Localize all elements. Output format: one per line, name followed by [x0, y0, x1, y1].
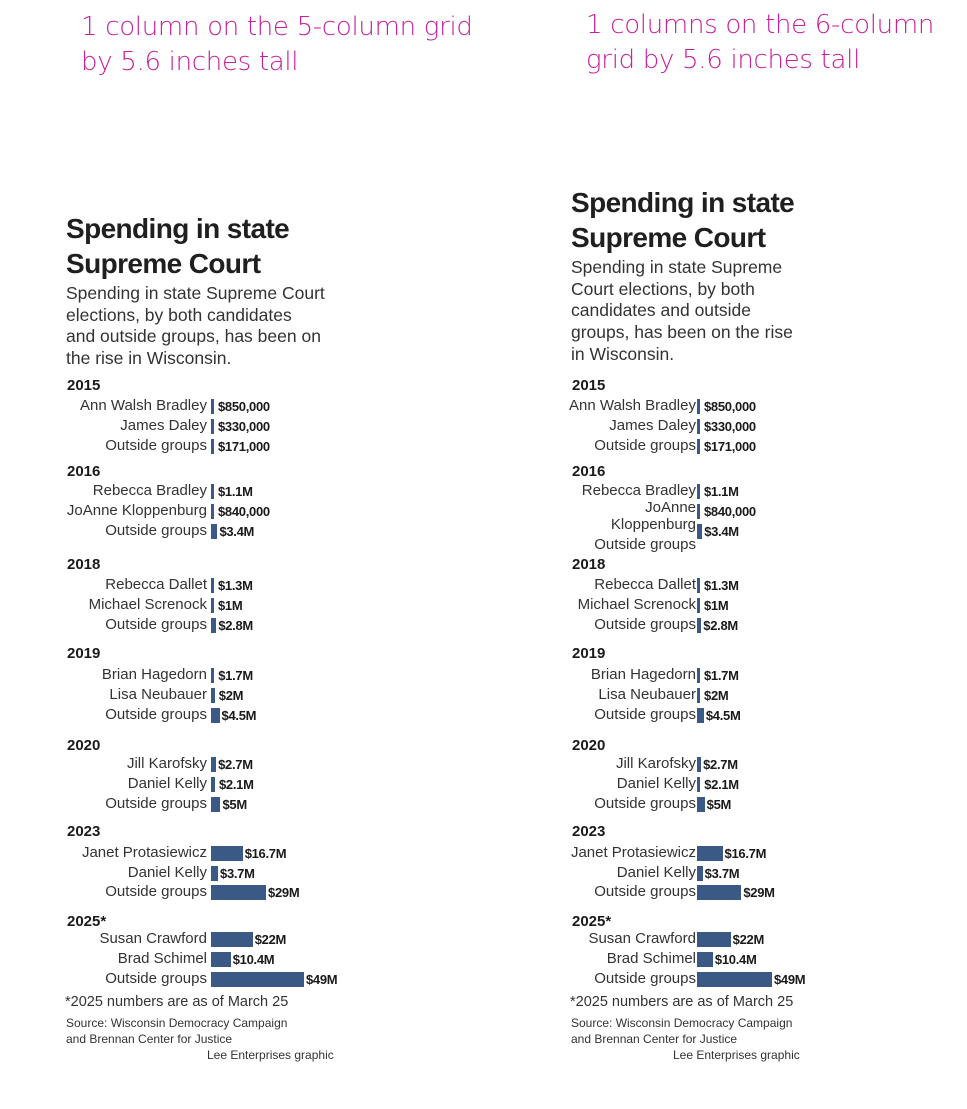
bar	[697, 484, 700, 499]
bar	[697, 688, 700, 703]
year-heading: 2019	[572, 645, 606, 662]
bar-value-label: $5M	[706, 797, 732, 812]
chart-subtitle-line: groups, has been on the rise	[571, 322, 793, 343]
bar	[697, 797, 705, 812]
layout-note-line: by 5.6 inches tall	[81, 47, 299, 77]
bar-value-label: $49M	[774, 972, 806, 987]
chart-subtitle-line: in Wisconsin.	[571, 343, 675, 364]
bar	[211, 578, 214, 593]
chart-subtitle	[571, 257, 793, 366]
bar-value-label: $1M	[218, 598, 243, 613]
bar	[211, 618, 216, 633]
layout-note	[586, 8, 934, 78]
bar-value-label: $2.7M	[703, 757, 738, 772]
bar	[697, 777, 700, 792]
bar-label: Ann Walsh Bradley	[79, 397, 207, 414]
layout-note-line: 1 columns on the 6-column	[586, 10, 935, 40]
bar-value-label: $2M	[704, 688, 729, 703]
chart-subtitle-line: Spending in state Supreme	[571, 257, 783, 277]
bar-label: Outside groups	[594, 437, 696, 454]
bar-value-label: $2M	[218, 688, 244, 703]
bar-label: Daniel Kelly	[127, 775, 207, 792]
bar-label: Jill Karofsky	[126, 755, 207, 772]
bar-label: Daniel Kelly	[127, 864, 207, 881]
credit: Lee Enterprises graphic	[673, 1048, 800, 1062]
year-heading: 2020	[67, 737, 101, 754]
bar	[211, 688, 215, 703]
bar-value-label: $16.7M	[724, 846, 767, 861]
bar-value-label: $850,000	[704, 399, 756, 414]
bar-label: Lisa Neubauer	[109, 686, 207, 703]
year-heading: 2023	[572, 823, 606, 840]
bar-value-label: $1M	[704, 598, 729, 613]
bar-value-label: $10.4M	[232, 952, 275, 967]
bar-label: Kloppenburg	[610, 516, 696, 533]
chart-subtitle-line: candidates and outside	[571, 300, 751, 321]
bar-value-label: $16.7M	[244, 846, 287, 861]
bar-value-label: $330,000	[704, 419, 756, 434]
bar-label: Ann Walsh Bradley	[568, 397, 696, 414]
bar	[697, 504, 700, 519]
layout-note	[81, 10, 473, 80]
bar-value-label: $2.1M	[218, 777, 254, 792]
chart-title	[66, 211, 289, 281]
year-heading: 2016	[67, 463, 101, 480]
bar-value-label: $10.4M	[714, 952, 757, 967]
bar-value-label: $1.7M	[218, 668, 253, 683]
bar	[211, 504, 214, 519]
bar	[211, 797, 220, 812]
bar-label: Rebecca Dallet	[594, 576, 696, 593]
bar-label: Outside groups	[105, 616, 207, 633]
bar-label: Michael Screnock	[577, 596, 696, 613]
bar-value-label: $3.4M	[219, 524, 255, 539]
bar-value-label: $2.8M	[218, 618, 253, 633]
bar-label: Michael Screnock	[88, 596, 207, 613]
bar-label: Outside groups	[594, 795, 696, 812]
bar	[211, 932, 253, 947]
year-heading: 2025*	[572, 913, 612, 930]
bar-value-label: $4.5M	[221, 708, 257, 723]
year-heading: 2015	[572, 377, 606, 394]
bar	[211, 885, 266, 900]
bar-label: Susan Crawford	[588, 930, 696, 947]
bar-value-label: $3.7M	[220, 866, 255, 881]
bar	[211, 484, 214, 499]
bar-value-label: $4.5M	[705, 708, 741, 723]
bar	[697, 757, 701, 772]
footnote: *2025 numbers are as of March 25	[570, 994, 794, 1010]
bar	[697, 439, 700, 454]
bar	[211, 419, 214, 434]
bar-value-label: $330,000	[218, 419, 270, 434]
bar-label: Outside groups	[594, 883, 696, 900]
year-heading: 2018	[67, 556, 101, 573]
bar	[697, 598, 700, 613]
bar-value-label: $1.7M	[704, 668, 739, 683]
chart-subtitle	[66, 283, 325, 370]
bar-value-label: $29M	[743, 885, 775, 900]
bar-label: JoAnne Kloppenburg	[66, 502, 207, 519]
bar	[211, 846, 243, 861]
bar-value-label: $29M	[268, 885, 300, 900]
bar-label: Brad Schimel	[117, 950, 207, 967]
bar	[211, 866, 218, 881]
bar-value-label: $1.1M	[704, 484, 739, 499]
bar	[697, 524, 702, 539]
bar	[697, 885, 741, 900]
chart-title-line: Spending in state	[66, 213, 290, 244]
bar	[211, 777, 215, 792]
bar-label: Brian Hagedorn	[590, 666, 696, 683]
bar-label: Daniel Kelly	[616, 775, 696, 792]
bar-label: Outside groups	[105, 795, 207, 812]
bar	[211, 708, 220, 723]
bar	[697, 932, 731, 947]
bar	[211, 972, 304, 987]
bar	[211, 668, 214, 683]
year-heading: 2019	[67, 645, 101, 662]
bar-label: Daniel Kelly	[616, 864, 696, 881]
source	[571, 1015, 792, 1047]
bar	[211, 524, 217, 539]
bar	[697, 866, 703, 881]
year-heading: 2023	[67, 823, 101, 840]
bar-value-label: $171,000	[218, 439, 270, 454]
bar-label: JoAnne	[645, 499, 696, 516]
bar-label: Outside groups	[105, 970, 207, 987]
chart-subtitle-line: Court elections, by both	[571, 278, 755, 299]
bar	[697, 952, 713, 967]
bar-value-label: $3.4M	[704, 524, 739, 539]
bar	[697, 419, 700, 434]
year-heading: 2018	[572, 556, 606, 573]
chart-title	[571, 185, 794, 255]
bar	[211, 439, 214, 454]
bar	[697, 578, 700, 593]
year-heading: 2020	[572, 737, 606, 754]
bar-value-label: $2.8M	[703, 618, 738, 633]
source-line: and Brennan Center for Justice	[66, 1032, 233, 1046]
bar-value-label: $1.3M	[218, 578, 253, 593]
bar-label: Outside groups	[105, 522, 207, 539]
bar-label: Lisa Neubauer	[598, 686, 696, 703]
bar-value-label: $840,000	[704, 504, 756, 519]
bar-label: Susan Crawford	[99, 930, 207, 947]
bar	[697, 846, 723, 861]
bar-label: Brad Schimel	[606, 950, 696, 967]
bar-label: Outside groups	[594, 970, 696, 987]
chart-subtitle-line: the rise in Wisconsin.	[66, 348, 232, 369]
bar-value-label: $1.3M	[704, 578, 739, 593]
layout-note-line: 1 column on the 5-column grid	[81, 12, 473, 42]
chart-subtitle-line: Spending in state Supreme Court	[66, 283, 325, 303]
bar	[211, 598, 214, 613]
layout-note-line: grid by 5.6 inches tall	[586, 45, 861, 75]
bar-label: Rebecca Bradley	[581, 482, 696, 499]
bar-value-label: $2.1M	[704, 777, 739, 792]
bar-label: Outside groups	[594, 616, 696, 633]
bar	[697, 618, 701, 633]
bar-value-label: $171,000	[704, 439, 756, 454]
bar-label: Rebecca Dallet	[105, 576, 207, 593]
bar-label: Brian Hagedorn	[101, 666, 207, 683]
bar	[697, 972, 772, 987]
bar	[697, 668, 700, 683]
bar-label: Janet Protasiewicz	[570, 844, 696, 861]
source-line: Source: Wisconsin Democracy Campaign	[571, 1016, 793, 1030]
bar-label: Jill Karofsky	[615, 755, 696, 772]
credit: Lee Enterprises graphic	[207, 1048, 334, 1062]
chart-subtitle-line: elections, by both candidates	[66, 304, 292, 325]
bar-value-label: $49M	[306, 972, 338, 987]
year-heading: 2015	[67, 377, 101, 394]
year-heading: 2016	[572, 463, 606, 480]
bar	[211, 952, 231, 967]
bar	[211, 757, 216, 772]
bar-label: Outside groups	[105, 706, 207, 723]
bar-label: Outside groups	[105, 883, 207, 900]
source	[66, 1015, 287, 1047]
footnote: *2025 numbers are as of March 25	[65, 994, 289, 1010]
bar-value-label: $2.7M	[218, 757, 253, 772]
chart-title-line: Spending in state	[571, 187, 795, 218]
bar	[697, 399, 700, 414]
source-line: Source: Wisconsin Democracy Campaign	[66, 1016, 288, 1030]
bar-value-label: $5M	[222, 797, 247, 812]
bar-label: Rebecca Bradley	[92, 482, 207, 499]
source-line: and Brennan Center for Justice	[571, 1032, 738, 1046]
bar-label: James Daley	[120, 417, 207, 434]
bar-label: Outside groups	[594, 706, 696, 723]
bar-value-label: $22M	[254, 932, 287, 947]
bar-label: Janet Protasiewicz	[81, 844, 207, 861]
bar-value-label: $850,000	[218, 399, 270, 414]
bar-value-label: $22M	[732, 932, 764, 947]
year-heading: 2025*	[67, 913, 107, 930]
bar-value-label: $1.1M	[218, 484, 253, 499]
chart-subtitle-line: and outside groups, has been on	[66, 326, 321, 347]
bar	[211, 399, 214, 414]
bar-value-label: $3.7M	[704, 866, 740, 881]
chart-title-line: Supreme Court	[571, 222, 766, 253]
bar	[697, 708, 704, 723]
bar-label: Outside groups	[105, 437, 207, 454]
chart-title-line: Supreme Court	[66, 248, 261, 279]
bar-label: James Daley	[609, 417, 696, 434]
bar-value-label: $840,000	[218, 504, 270, 519]
bar-label: Outside groups	[594, 536, 696, 553]
